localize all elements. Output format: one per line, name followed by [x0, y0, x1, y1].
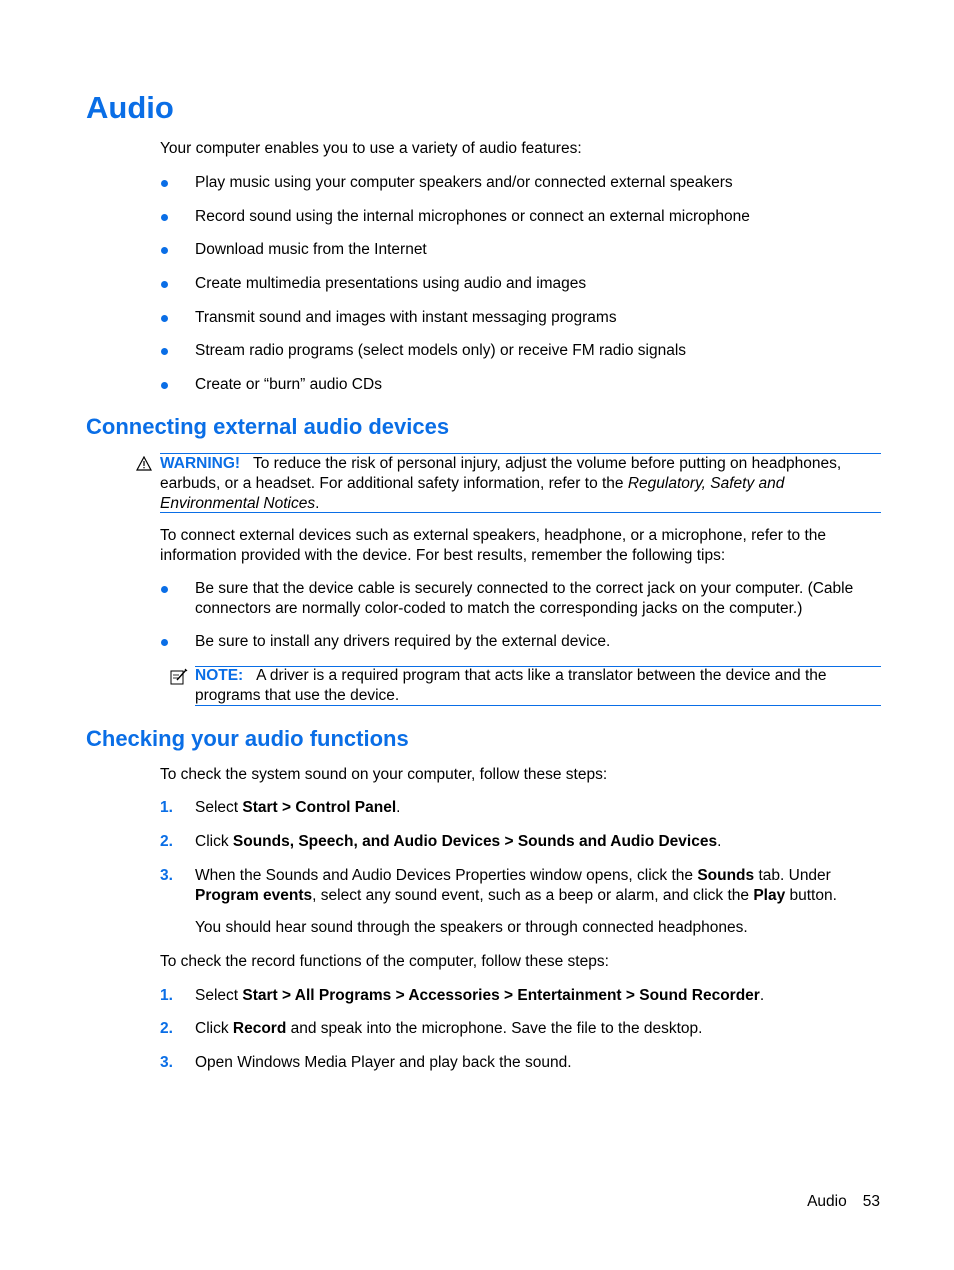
list-item-text: Be sure to install any drivers required by the external device. — [195, 633, 611, 650]
list-item-text: Record sound using the internal microphones or connect an external microphone — [195, 208, 750, 225]
step-number: 2. — [160, 1020, 173, 1037]
bullet-icon — [161, 586, 168, 593]
step-number: 3. — [160, 867, 173, 884]
note-bottom-rule — [195, 705, 881, 706]
connect-paragraph: To connect external devices such as external speakers, headphone, or a microphone, refer to the information provided with the device. For best results, remember the following tips: — [160, 527, 827, 564]
note-label: NOTE: — [195, 667, 244, 684]
list-item-text: Create or “burn” audio CDs — [195, 376, 382, 393]
step-number: 1. — [160, 987, 173, 1004]
intro-text: Your computer enables you to use a variety of audio features: — [160, 140, 582, 157]
note-pencil-icon — [170, 668, 188, 685]
warning-text: To reduce the risk of personal injury, adjust the volume before putting on headphones, earbuds, or a headset. For additional safety information, refer to the — [160, 455, 842, 492]
note-text: A driver is a required program that acts like a translator between the device and the programs that use the device. — [195, 667, 827, 704]
warning-bottom-rule — [160, 512, 881, 513]
warning-label: WARNING! — [160, 455, 241, 472]
warning-triangle-icon — [136, 456, 152, 471]
list-item-text: Transmit sound and images with instant messaging programs — [195, 309, 617, 326]
bullet-icon — [161, 214, 168, 221]
list-item-text: Create multimedia presentations using audio and images — [195, 275, 587, 292]
bullet-icon — [161, 348, 168, 355]
section-heading-checking: Checking your audio functions — [86, 726, 409, 751]
bullet-icon — [161, 382, 168, 389]
step-number: 3. — [160, 1054, 173, 1071]
warning-doc-title: Regulatory, Safety and Environmental Notices — [160, 475, 785, 512]
sound-result: You should hear sound through the speakers or through connected headphones. — [195, 919, 748, 936]
list-item-text: Be sure that the device cable is securely connected to the correct jack on your computer. (Cable connectors are normally color-coded to match the corresponding jacks on the computer.) — [195, 580, 854, 617]
list-item-text: Play music using your computer speakers and/or connected external speakers — [195, 174, 733, 191]
warning-text-end: . — [315, 495, 320, 512]
page-title: Audio — [86, 90, 174, 125]
step-text: Select Start > Control Panel. — [195, 799, 401, 816]
section-heading-connecting: Connecting external audio devices — [86, 414, 450, 439]
step-text: When the Sounds and Audio Devices Properties window opens, click the Sounds tab. Under Program events, select any sound event, such as a beep or alarm, and click the Play button. — [195, 867, 837, 904]
bullet-icon — [161, 281, 168, 288]
sound-intro: To check the system sound on your computer, follow these steps: — [160, 766, 608, 783]
bullet-icon — [161, 247, 168, 254]
step-number: 2. — [160, 833, 173, 850]
list-item-text: Download music from the Internet — [195, 241, 427, 258]
footer-label: Audio — [807, 1193, 847, 1210]
page-number: 53 — [862, 1193, 880, 1210]
list-item-text: Stream radio programs (select models only) or receive FM radio signals — [195, 342, 687, 359]
step-text: Click Record and speak into the microphone. Save the file to the desktop. — [195, 1020, 703, 1037]
step-number: 1. — [160, 799, 173, 816]
warning-box — [160, 454, 880, 514]
step-text: Open Windows Media Player and play back the sound. — [195, 1054, 572, 1071]
record-intro: To check the record functions of the computer, follow these steps: — [160, 953, 609, 970]
page-footer — [780, 1192, 880, 1212]
bullet-icon — [161, 639, 168, 646]
bullet-icon — [161, 180, 168, 187]
note-box — [195, 666, 880, 706]
step-text: Select Start > All Programs > Accessories > Entertainment > Sound Recorder. — [195, 987, 765, 1004]
step-text: Click Sounds, Speech, and Audio Devices > Sounds and Audio Devices. — [195, 833, 722, 850]
bullet-icon — [161, 315, 168, 322]
